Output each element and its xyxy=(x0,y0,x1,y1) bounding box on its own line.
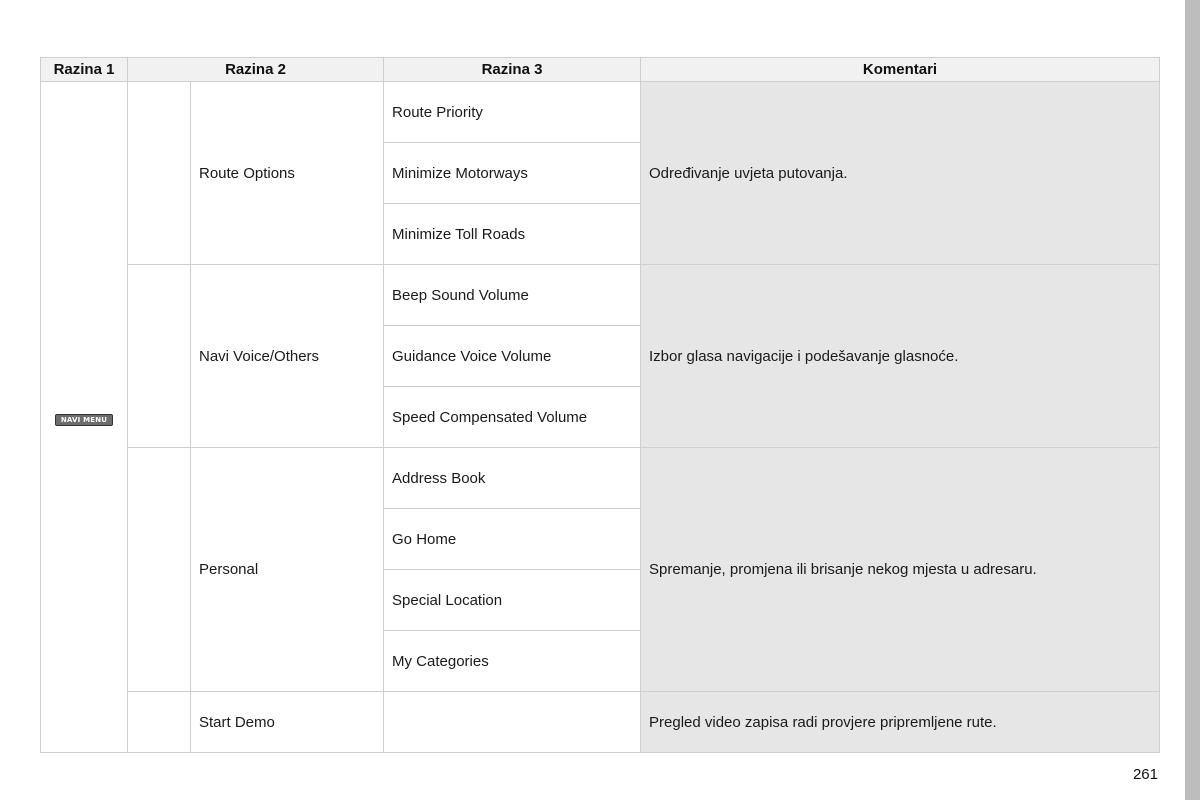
table-row xyxy=(41,448,1160,509)
page-edge-strip xyxy=(1185,0,1200,800)
level2-item: Route Options xyxy=(191,82,384,265)
header-row xyxy=(41,58,1160,82)
level3-item: Minimize Toll Roads xyxy=(384,204,641,265)
level3-item: Special Location xyxy=(384,570,641,631)
level3-item: Address Book xyxy=(384,448,641,509)
header-razina-2: Razina 2 xyxy=(128,58,384,82)
menu-table xyxy=(40,57,1160,753)
level2-spacer-cell xyxy=(128,265,191,448)
level3-item: My Categories xyxy=(384,631,641,692)
comment-cell: Pregled video zapisa radi provjere pripremljene rute. xyxy=(641,692,1160,753)
level2-item: Personal xyxy=(191,448,384,692)
level1-cell xyxy=(41,82,128,753)
level3-item: Beep Sound Volume xyxy=(384,265,641,326)
level3-item: Minimize Motorways xyxy=(384,143,641,204)
comment-cell: Izbor glasa navigacije i podešavanje glasnoće. xyxy=(641,265,1160,448)
navi-menu-button-icon: NAVI MENU xyxy=(55,414,113,426)
table-row xyxy=(41,265,1160,326)
level3-item: Route Priority xyxy=(384,82,641,143)
header-komentari: Komentari xyxy=(641,58,1160,82)
level3-item: Go Home xyxy=(384,509,641,570)
level2-spacer-cell xyxy=(128,692,191,753)
table-row xyxy=(41,82,1160,143)
comment-cell: Određivanje uvjeta putovanja. xyxy=(641,82,1160,265)
header-razina-1: Razina 1 xyxy=(41,58,128,82)
page-number: 261 xyxy=(1132,766,1158,783)
level2-spacer-cell xyxy=(128,448,191,692)
comment-cell: Spremanje, promjena ili brisanje nekog mjesta u adresaru. xyxy=(641,448,1160,692)
table-row xyxy=(41,692,1160,753)
level2-item: Navi Voice/Others xyxy=(191,265,384,448)
level2-spacer-cell xyxy=(128,82,191,265)
level3-item: Guidance Voice Volume xyxy=(384,326,641,387)
header-razina-3: Razina 3 xyxy=(384,58,641,82)
level3-empty-cell xyxy=(384,692,641,753)
level2-item: Start Demo xyxy=(191,692,384,753)
level3-item: Speed Compensated Volume xyxy=(384,387,641,448)
